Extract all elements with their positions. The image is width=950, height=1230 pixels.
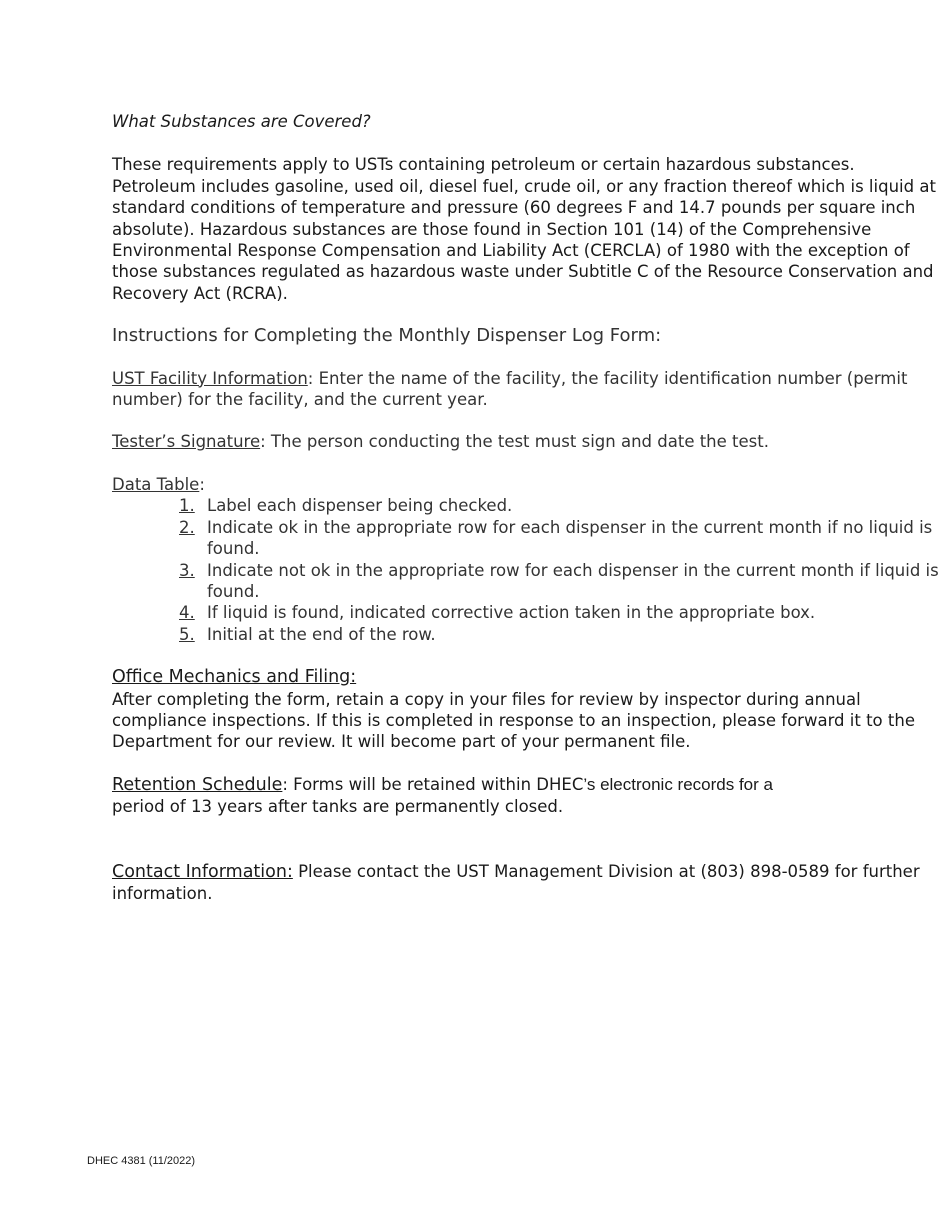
retention-text-c: period of 13 years after tanks are permanently closed. xyxy=(112,797,564,817)
step-text: If liquid is found, indicated corrective action taken in the appropriate box. xyxy=(207,603,816,623)
list-item xyxy=(179,495,942,516)
data-table-label: Data Table xyxy=(112,474,200,494)
office-title: Office Mechanics and Filing: xyxy=(112,667,357,688)
signature-paragraph xyxy=(112,431,942,452)
retention-label: Retention Schedule xyxy=(112,774,283,795)
data-table-steps xyxy=(112,495,942,645)
retention-paragraph xyxy=(112,774,942,818)
step-number: 1. xyxy=(179,496,195,516)
instructions-title: Instructions for Completing the Monthly Dispenser Log Form: xyxy=(112,325,662,347)
data-table-section xyxy=(112,474,942,645)
step-number: 5. xyxy=(179,624,195,644)
data-table-heading xyxy=(112,474,942,495)
step-text: Indicate not ok in the appropriate row for each dispenser in the current month if liquid is found. xyxy=(207,560,939,601)
step-number: 3. xyxy=(179,560,195,580)
facility-info-paragraph xyxy=(112,368,942,411)
list-item xyxy=(179,560,942,603)
signature-label: Tester’s Signature xyxy=(112,432,261,452)
list-item xyxy=(179,602,942,623)
contact-paragraph xyxy=(112,861,950,905)
step-number: 2. xyxy=(179,517,195,537)
facility-info-text: : Enter the name of the facility, the facility identification number (permit number) for the facility, and the current year. xyxy=(112,368,908,410)
data-table-colon: : xyxy=(199,474,205,494)
covered-heading: What Substances are Covered? xyxy=(112,112,371,131)
signature-text: : The person conducting the test must sign and date the test. xyxy=(260,432,769,452)
covered-body: These requirements apply to USTs containing petroleum or certain hazardous substances. Petroleum includes gasoline, used oil, diesel fuel, crude oil, or any fraction thereof which is liquid at standard conditions of temperature and pressure (60 degrees F and 14.7 pounds per square inch absolute). Hazardous substances are those found in Section 101 (14) of the Comprehensive Environmental Response Compensation and Liability Act (CERCLA) of 1980 with the exception of those substances regulated as hazardous waste under Subtitle C of the Resource Conservation and Recovery Act (RCRA). xyxy=(112,155,936,303)
step-number: 4. xyxy=(179,603,195,623)
step-text: Label each dispenser being checked. xyxy=(207,496,513,516)
list-item xyxy=(179,517,942,560)
retention-text-b: ’s electronic records for a xyxy=(583,774,773,794)
facility-info-label: UST Facility Information xyxy=(112,368,308,388)
step-text: Initial at the end of the row. xyxy=(207,624,436,644)
retention-text-a: : Forms will be retained within DHEC xyxy=(282,774,584,794)
contact-text: Please contact the UST Management Division at (803) 898-0589 for further information. xyxy=(112,861,920,903)
step-text: Indicate ok in the appropriate row for each dispenser in the current month if no liquid is found. xyxy=(207,517,933,559)
list-item xyxy=(179,624,942,645)
office-body: After completing the form, retain a copy in your files for review by inspector during annual compliance inspections. If this is completed in response to an inspection, please forward it to the Department for our review. It will become part of your permanent file. xyxy=(112,689,915,752)
contact-label: Contact Information: xyxy=(112,861,293,882)
document-body xyxy=(112,111,942,904)
office-section xyxy=(112,666,942,753)
form-id-footer: DHEC 4381 (11/2022) xyxy=(87,1155,196,1167)
